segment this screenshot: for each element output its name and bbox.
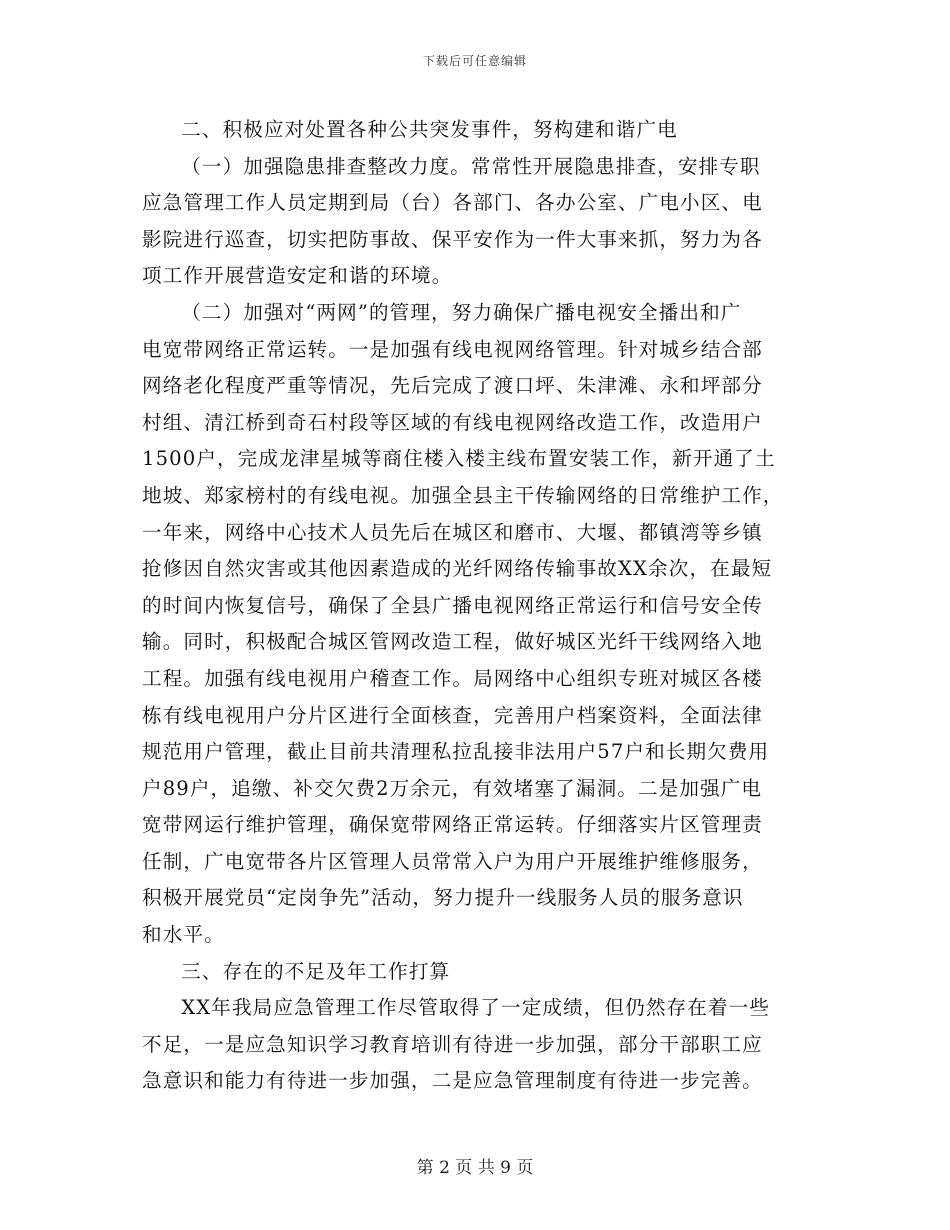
paragraph-line: 应急管理工作人员定期到局（台）各部门、各办公室、广电小区、电 [142, 191, 763, 215]
paragraph-1 [142, 149, 810, 295]
section-heading-3: 三、存在的不足及年工作打算 [181, 959, 451, 983]
paragraph-line: （二）加强对“两网”的管理，努力确保广播电视安全播出和广 [181, 300, 742, 324]
paragraph-line: 工程。加强有线电视用户稽查工作。局网络中心组织专班对城区各楼 [142, 666, 763, 690]
paragraph-line: 和水平。 [142, 923, 225, 947]
paragraph-line: 栋有线电视用户分片区进行全面核查，完善用户档案资料，全面法律 [142, 703, 763, 727]
paragraph-line: 急意识和能力有待进一步加强，二是应急管理制度有待进一步完善。 [142, 1069, 763, 1093]
paragraph-line: 宽带网运行维护管理，确保宽带网络正常运转。仔细落实片区管理责 [142, 813, 763, 837]
paragraph-line: 抢修因自然灾害或其他因素造成的光纤网络传输事故XX余次，在最短 [142, 557, 773, 581]
paragraph-line: 村组、清江桥到奇石村段等区域的有线电视网络改造工作，改造用户 [142, 410, 763, 434]
paragraph-line: 户89户，追缴、补交欠费2万余元，有效堵塞了漏洞。二是加强广电 [142, 776, 763, 800]
paragraph-line: 的时间内恢复信号，确保了全县广播电视网络正常运行和信号安全传 [142, 593, 763, 617]
paragraph-line: 规范用户管理，截止目前共清理私拉乱接非法用户57户和长期欠费用 [142, 740, 770, 764]
paragraph-line: 影院进行巡查，切实把防事故、保平安作为一件大事来抓，努力为各 [142, 227, 763, 251]
section-heading-2: 二、积极应对处置各种公共突发事件，努构建和谐广电 [181, 118, 678, 141]
paragraph-line: 输。同时，积极配合城区管网改造工程，做好城区光纤干线网络入地 [142, 630, 763, 654]
page-header: 下载后可任意编辑 [422, 54, 527, 68]
paragraph-line: 项工作开展营造安定和谐的环境。 [142, 264, 453, 288]
paragraph-line: 电宽带网络正常运转。一是加强有线电视网络管理。针对城乡结合部 [142, 337, 763, 361]
paragraph-line: 任制，广电宽带各片区管理人员常常入户为用户开展维护维修服务， [142, 849, 763, 873]
paragraph-2 [142, 295, 810, 954]
paragraph-line: 地坡、郑家榜村的有线电视。加强全县主干传输网络的日常维护工作， [142, 483, 784, 507]
paragraph-line: 1500户，完成龙津星城等商住楼入楼主线布置安装工作，新开通了土 [142, 447, 776, 471]
paragraph-line: XX年我局应急管理工作尽管取得了一定成绩，但仍然存在着一些 [181, 996, 771, 1020]
paragraph-line: 积极开展党员“定岗争先”活动，努力提升一线服务人员的服务意识 [142, 886, 744, 910]
paragraph-line: （一）加强隐患排查整改力度。常常性开展隐患排查，安排专职 [181, 154, 761, 178]
paragraph-line: 网络老化程度严重等情况，先后完成了渡口坪、朱津滩、永和坪部分 [142, 374, 763, 398]
page-footer: 第 2 页 共 9 页 [416, 1158, 534, 1178]
paragraph-3 [142, 990, 810, 1100]
paragraph-line: 不足，一是应急知识学习教育培训有待进一步加强，部分干部职工应 [142, 1032, 763, 1056]
document-body [142, 112, 810, 1100]
paragraph-line: 一年来，网络中心技术人员先后在城区和磨市、大堰、都镇湾等乡镇 [142, 520, 763, 544]
